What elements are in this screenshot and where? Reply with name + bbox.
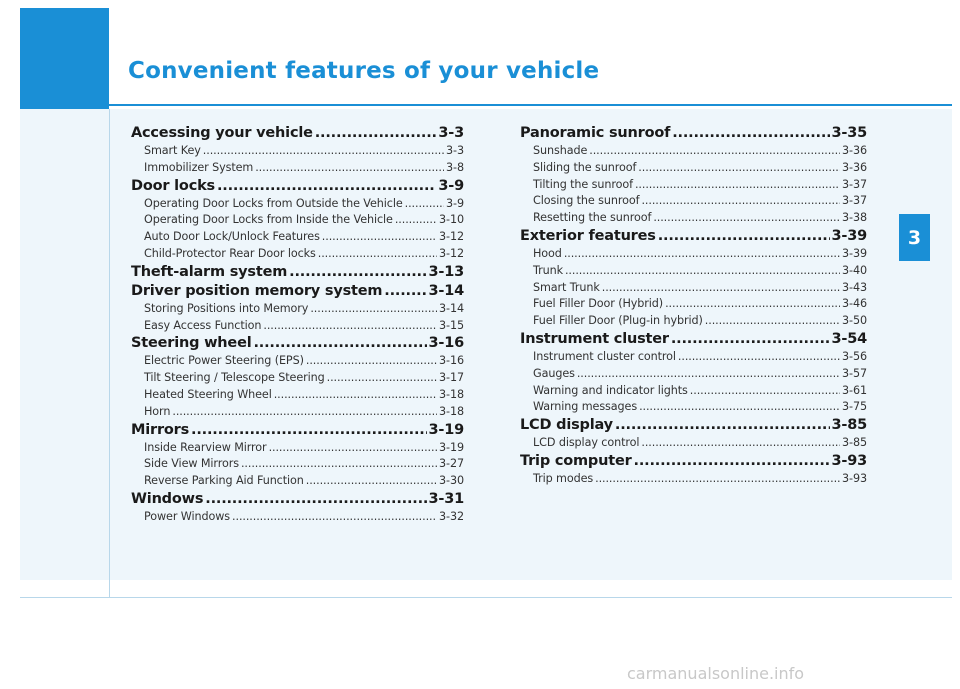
toc-page-number: 3-19	[439, 440, 464, 454]
toc-subentry[interactable]	[144, 387, 464, 404]
toc-entry-label: Child-Protector Rear Door locks	[144, 246, 316, 260]
toc-page-number: 3-75	[842, 400, 867, 414]
toc-leader-dots	[310, 301, 437, 318]
toc-entry-label: Reverse Parking Aid Function	[144, 474, 304, 488]
toc-section-entry[interactable]	[520, 227, 867, 246]
toc-page-number: 3-35	[831, 125, 867, 141]
toc-page-number: 3-3	[438, 125, 464, 141]
toc-leader-dots	[595, 471, 840, 488]
toc-page-number: 3-18	[439, 387, 464, 401]
toc-entry-label: Exterior features	[520, 227, 656, 244]
toc-subentry[interactable]	[144, 370, 464, 387]
toc-subentry[interactable]	[533, 399, 867, 416]
toc-leader-dots	[255, 160, 444, 177]
toc-leader-dots	[217, 177, 436, 196]
toc-subentry[interactable]	[533, 313, 867, 330]
toc-section-entry[interactable]	[520, 452, 867, 471]
toc-subentry[interactable]	[144, 404, 464, 421]
toc-page-number: 3-19	[428, 421, 464, 438]
toc-page-number: 3-12	[439, 230, 464, 244]
toc-leader-dots	[315, 124, 437, 143]
toc-leader-dots	[241, 456, 437, 473]
toc-page-number: 3-85	[831, 417, 867, 434]
toc-entry-label: LCD display	[520, 417, 613, 434]
toc-leader-dots	[564, 246, 840, 263]
toc-page-number: 3-39	[831, 227, 867, 244]
toc-left-column	[131, 124, 464, 526]
toc-entry-label: LCD display control	[533, 436, 640, 450]
toc-leader-dots	[690, 383, 840, 400]
toc-entry-label: Smart Trunk	[533, 280, 600, 294]
header-color-block	[20, 8, 109, 109]
toc-subentry[interactable]	[533, 210, 867, 227]
toc-leader-dots	[253, 334, 426, 353]
toc-subentry[interactable]	[533, 349, 867, 366]
toc-leader-dots	[322, 229, 437, 246]
toc-entry-label: Panoramic sunroof	[520, 125, 671, 141]
toc-leader-dots	[232, 509, 437, 526]
toc-section-entry[interactable]	[520, 330, 867, 349]
toc-subentry[interactable]	[144, 246, 464, 263]
toc-leader-dots	[638, 160, 840, 177]
toc-subentry[interactable]	[533, 246, 867, 263]
toc-leader-dots	[318, 246, 437, 263]
toc-entry-label: Mirrors	[131, 421, 190, 438]
toc-section-entry[interactable]	[131, 490, 464, 509]
toc-subentry[interactable]	[533, 383, 867, 400]
toc-subentry[interactable]	[144, 212, 464, 229]
toc-leader-dots	[665, 296, 840, 313]
toc-page-number: 3-39	[842, 246, 867, 260]
margin-divider	[109, 109, 110, 598]
toc-subentry[interactable]	[533, 193, 867, 210]
toc-page-number: 3-37	[842, 177, 867, 191]
toc-page-number: 3-8	[446, 160, 464, 174]
toc-subentry[interactable]	[144, 353, 464, 370]
toc-leader-dots	[589, 143, 840, 160]
title-underline	[109, 104, 952, 106]
toc-subentry[interactable]	[144, 301, 464, 318]
toc-subentry[interactable]	[533, 366, 867, 383]
toc-leader-dots	[641, 193, 840, 210]
toc-entry-label: Fuel Filler Door (Hybrid)	[533, 297, 664, 311]
toc-subentry[interactable]	[533, 160, 867, 177]
toc-entry-label: Inside Rearview Mirror	[144, 440, 267, 454]
toc-page-number: 3-27	[439, 457, 464, 471]
toc-leader-dots	[705, 313, 840, 330]
toc-page-number: 3-18	[439, 404, 464, 418]
toc-page-number: 3-93	[831, 452, 867, 469]
toc-leader-dots	[191, 421, 426, 440]
toc-entry-label: Operating Door Locks from Inside the Vehicle	[144, 213, 393, 227]
toc-leader-dots	[269, 440, 437, 457]
page-title: Convenient features of your vehicle	[128, 58, 600, 84]
toc-entry-label: Auto Door Lock/Unlock Features	[144, 230, 320, 244]
toc-leader-dots	[263, 318, 437, 335]
toc-section-entry[interactable]	[520, 416, 867, 435]
toc-leader-dots	[306, 353, 437, 370]
toc-entry-label: Storing Positions into Memory	[144, 301, 309, 315]
toc-entry-label: Steering wheel	[131, 335, 252, 352]
toc-subentry[interactable]	[144, 509, 464, 526]
toc-entry-label: Tilting the sunroof	[533, 177, 633, 191]
toc-page-number: 3-12	[439, 246, 464, 260]
toc-page-number: 3-9	[446, 196, 464, 210]
toc-entry-label: Warning and indicator lights	[533, 383, 688, 397]
toc-leader-dots	[653, 210, 840, 227]
toc-entry-label: Sunshade	[533, 144, 588, 157]
toc-page-number: 3-40	[842, 263, 867, 277]
toc-section-entry[interactable]	[131, 334, 464, 353]
toc-subentry[interactable]	[144, 196, 464, 213]
toc-leader-dots	[577, 366, 840, 383]
toc-leader-dots	[384, 282, 426, 301]
toc-right-column	[520, 124, 867, 488]
toc-leader-dots	[635, 177, 840, 194]
toc-subentry[interactable]	[533, 435, 867, 452]
toc-section-entry[interactable]	[131, 263, 464, 282]
toc-section-entry[interactable]	[131, 421, 464, 440]
toc-entry-label: Instrument cluster	[520, 330, 669, 347]
toc-page-number: 3-46	[842, 297, 867, 311]
toc-leader-dots	[289, 263, 426, 282]
toc-entry-label: Theft-alarm system	[131, 263, 288, 280]
toc-leader-dots	[203, 143, 444, 160]
toc-leader-dots	[306, 473, 437, 490]
toc-entry-label: Easy Access Function	[144, 318, 262, 332]
toc-subentry[interactable]	[533, 177, 867, 194]
toc-entry-label: Resetting the sunroof	[533, 211, 652, 225]
toc-page-number: 3-9	[438, 177, 464, 194]
toc-section-entry[interactable]	[131, 177, 464, 196]
toc-leader-dots	[641, 435, 840, 452]
toc-subentry[interactable]	[533, 263, 867, 280]
toc-subentry[interactable]	[533, 296, 867, 313]
toc-page-number: 3-13	[428, 263, 464, 280]
toc-page-number: 3-56	[842, 349, 867, 363]
toc-leader-dots	[395, 212, 437, 229]
toc-page-number: 3-43	[842, 280, 867, 294]
toc-page-number: 3-31	[428, 490, 464, 507]
toc-subentry[interactable]	[533, 143, 867, 160]
toc-entry-label: Power Windows	[144, 509, 231, 523]
toc-page-number: 3-93	[842, 471, 867, 485]
toc-entry-label: Side View Mirrors	[144, 457, 239, 471]
toc-entry-label: Trip modes	[533, 471, 594, 485]
toc-entry-label: Driver position memory system	[131, 282, 383, 299]
toc-leader-dots	[671, 330, 830, 349]
toc-subentry[interactable]	[144, 143, 464, 160]
toc-subentry[interactable]	[144, 456, 464, 473]
toc-page-number: 3-15	[439, 318, 464, 332]
toc-section-entry[interactable]	[520, 124, 867, 143]
toc-leader-dots	[634, 452, 830, 471]
toc-entry-label: Immobilizer System	[144, 160, 254, 174]
toc-subentry[interactable]	[144, 229, 464, 246]
toc-entry-label: Windows	[131, 490, 204, 507]
toc-page-number: 3-36	[842, 144, 867, 157]
toc-entry-label: Operating Door Locks from Outside the Vehicle	[144, 196, 403, 210]
toc-subentry[interactable]	[144, 318, 464, 335]
toc-section-entry[interactable]	[131, 282, 464, 301]
toc-leader-dots	[678, 349, 840, 366]
toc-page-number: 3-57	[842, 366, 867, 380]
toc-page-number: 3-10	[439, 213, 464, 227]
toc-page-number: 3-50	[842, 314, 867, 328]
toc-leader-dots	[658, 227, 830, 246]
toc-page-number: 3-14	[428, 282, 464, 299]
toc-entry-label: Trunk	[533, 263, 563, 277]
toc-entry-label: Electric Power Steering (EPS)	[144, 354, 304, 368]
toc-leader-dots	[602, 280, 840, 297]
toc-page-number: 3-30	[439, 474, 464, 488]
toc-leader-dots	[672, 124, 829, 143]
toc-page-number: 3-16	[428, 335, 464, 352]
toc-page-number: 3-17	[439, 371, 464, 385]
toc-subentry[interactable]	[144, 473, 464, 490]
toc-entry-label: Instrument cluster control	[533, 349, 676, 363]
toc-leader-dots	[327, 370, 437, 387]
toc-subentry[interactable]	[533, 280, 867, 297]
toc-entry-label: Sliding the sunroof	[533, 160, 637, 174]
toc-page-number: 3-16	[439, 354, 464, 368]
toc-page-number: 3-61	[842, 383, 867, 397]
toc-leader-dots	[274, 387, 437, 404]
chapter-tab[interactable]: 3	[899, 214, 930, 261]
toc-subentry[interactable]	[144, 160, 464, 177]
toc-entry-label: Horn	[144, 404, 171, 418]
toc-leader-dots	[205, 490, 426, 509]
toc-entry-label: Door locks	[131, 177, 215, 194]
toc-subentry[interactable]	[144, 440, 464, 457]
toc-leader-dots	[172, 404, 437, 421]
toc-subentry[interactable]	[533, 471, 867, 488]
toc-leader-dots	[405, 196, 444, 213]
toc-entry-label: Trip computer	[520, 452, 632, 469]
toc-leader-dots	[615, 416, 830, 435]
toc-page-number: 3-3	[446, 144, 464, 157]
toc-page-number: 3-32	[439, 509, 464, 523]
toc-entry-label: Warning messages	[533, 400, 638, 414]
toc-page-number: 3-85	[842, 436, 867, 450]
toc-entry-label: Fuel Filler Door (Plug-in hybrid)	[533, 314, 703, 328]
toc-page-number: 3-14	[439, 301, 464, 315]
toc-entry-label: Tilt Steering / Telescope Steering	[144, 371, 325, 385]
toc-leader-dots	[639, 399, 840, 416]
watermark-text: carmanualsonline.info	[627, 664, 805, 683]
footer-divider	[20, 597, 952, 598]
toc-page-number: 3-36	[842, 160, 867, 174]
toc-entry-label: Gauges	[533, 366, 575, 380]
toc-page-number: 3-38	[842, 211, 867, 225]
toc-entry-label: Hood	[533, 246, 562, 260]
toc-entry-label: Heated Steering Wheel	[144, 387, 272, 401]
toc-section-entry[interactable]	[131, 124, 464, 143]
toc-page-number: 3-54	[831, 330, 867, 347]
toc-page-number: 3-37	[842, 194, 867, 208]
toc-leader-dots	[565, 263, 840, 280]
toc-entry-label: Closing the sunroof	[533, 194, 640, 208]
toc-entry-label: Accessing your vehicle	[131, 125, 313, 141]
toc-entry-label: Smart Key	[144, 144, 201, 157]
